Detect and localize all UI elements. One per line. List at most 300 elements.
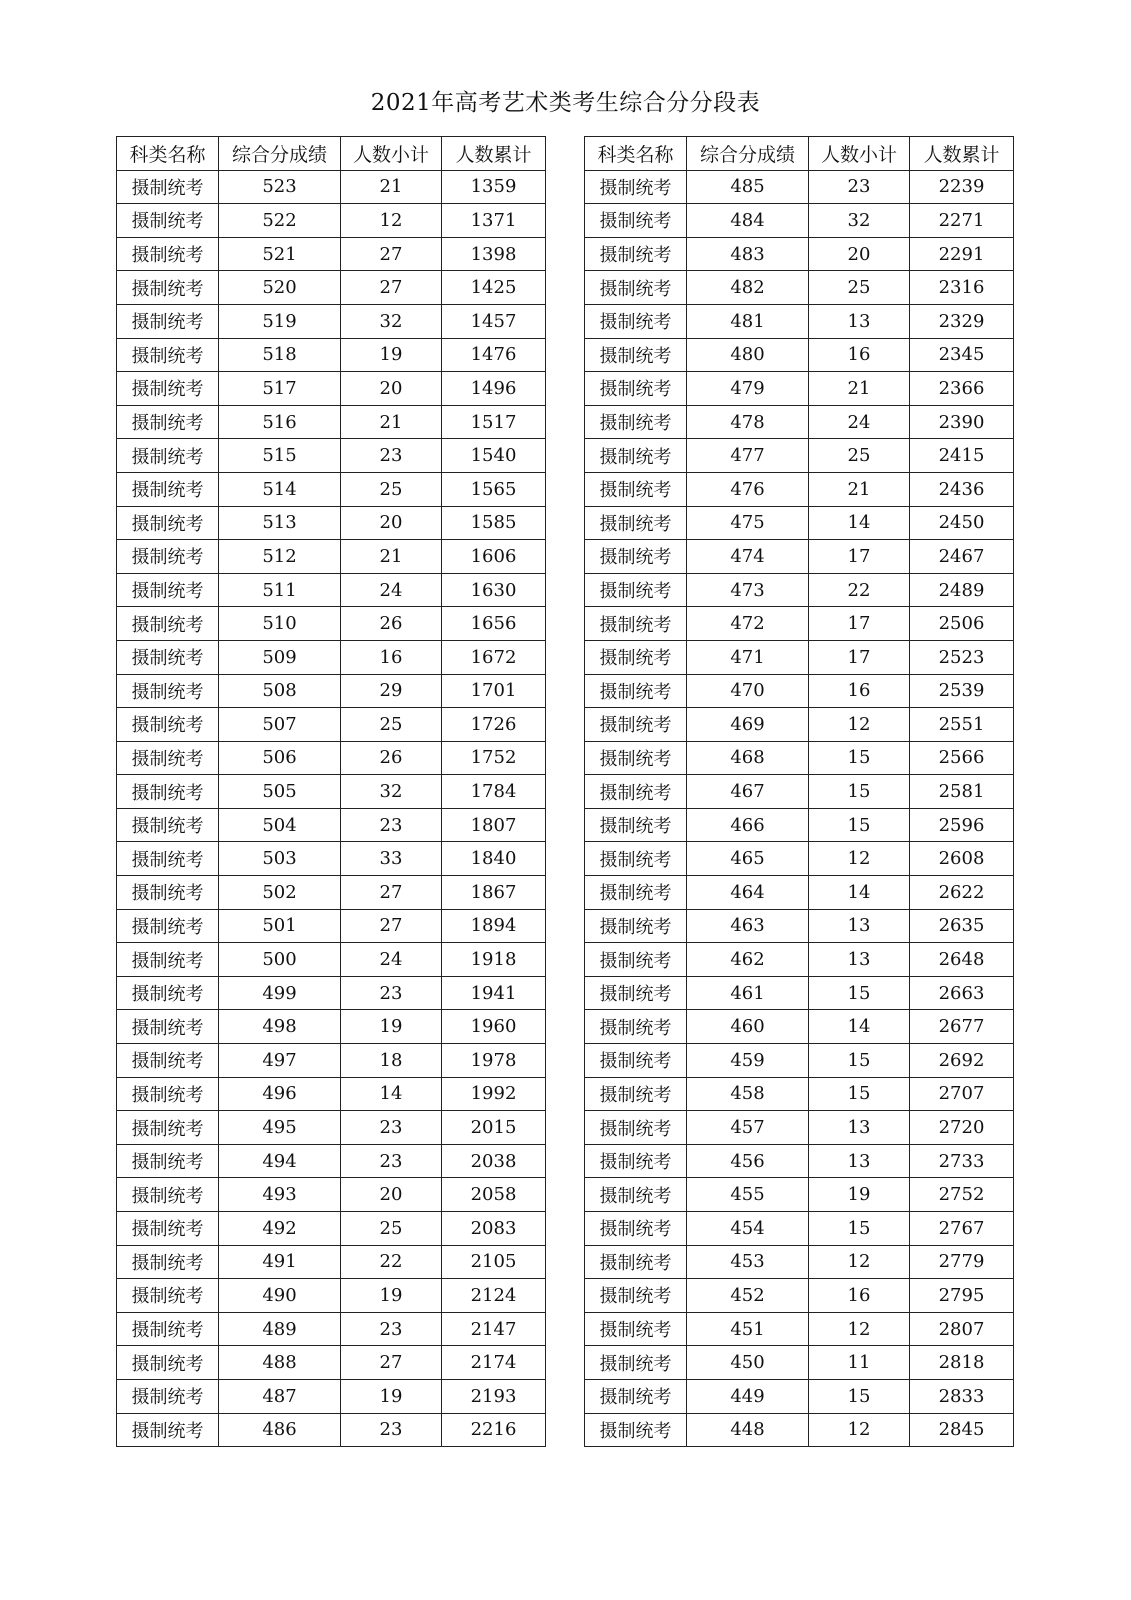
table-row [585,943,1014,977]
cell-score: 498 [219,1010,341,1044]
cell-category: 摄制统考 [117,304,219,338]
cell-score: 495 [219,1111,341,1145]
table-row [585,842,1014,876]
table-row [585,439,1014,473]
cell-cumulative: 1540 [442,439,546,473]
table-row [117,741,546,775]
cell-cumulative: 2581 [910,775,1014,809]
cell-score: 515 [219,439,341,473]
cell-score: 458 [687,1077,809,1111]
column-header-count: 人数小计 [341,137,442,171]
cell-cumulative: 2707 [910,1077,1014,1111]
cell-score: 490 [219,1279,341,1313]
cell-count: 27 [341,876,442,910]
cell-cumulative: 2506 [910,607,1014,641]
cell-score: 453 [687,1245,809,1279]
column-header-score: 综合分成绩 [687,137,809,171]
cell-score: 483 [687,237,809,271]
cell-count: 14 [809,876,910,910]
cell-cumulative: 2622 [910,876,1014,910]
cell-count: 25 [809,271,910,305]
table-row [117,909,546,943]
table-row [585,708,1014,742]
cell-count: 22 [341,1245,442,1279]
cell-category: 摄制统考 [117,943,219,977]
cell-count: 32 [341,304,442,338]
cell-count: 14 [341,1077,442,1111]
cell-category: 摄制统考 [117,1379,219,1413]
cell-category: 摄制统考 [585,708,687,742]
cell-score: 520 [219,271,341,305]
cell-score: 459 [687,1044,809,1078]
cell-category: 摄制统考 [117,876,219,910]
cell-cumulative: 2436 [910,472,1014,506]
cell-category: 摄制统考 [585,1010,687,1044]
cell-cumulative: 1656 [442,607,546,641]
cell-count: 18 [341,1044,442,1078]
table-row [585,1010,1014,1044]
cell-score: 505 [219,775,341,809]
cell-cumulative: 2489 [910,573,1014,607]
table-row [117,573,546,607]
cell-cumulative: 1701 [442,674,546,708]
cell-count: 25 [341,1212,442,1246]
cell-score: 512 [219,540,341,574]
cell-category: 摄制统考 [585,170,687,204]
cell-score: 489 [219,1312,341,1346]
cell-category: 摄制统考 [585,943,687,977]
cell-score: 460 [687,1010,809,1044]
cell-category: 摄制统考 [585,1346,687,1380]
cell-category: 摄制统考 [117,808,219,842]
table-row [585,1245,1014,1279]
cell-count: 17 [809,607,910,641]
table-row [117,1379,546,1413]
cell-score: 465 [687,842,809,876]
cell-cumulative: 2415 [910,439,1014,473]
cell-cumulative: 2596 [910,808,1014,842]
table-row [117,1346,546,1380]
cell-score: 500 [219,943,341,977]
cell-category: 摄制统考 [585,1413,687,1447]
cell-cumulative: 2733 [910,1144,1014,1178]
table-row [585,1413,1014,1447]
cell-count: 20 [341,1178,442,1212]
cell-cumulative: 2648 [910,943,1014,977]
cell-category: 摄制统考 [585,1077,687,1111]
cell-score: 468 [687,741,809,775]
cell-category: 摄制统考 [117,976,219,1010]
cell-category: 摄制统考 [585,506,687,540]
cell-category: 摄制统考 [117,1279,219,1313]
cell-count: 15 [809,741,910,775]
table-row [585,1379,1014,1413]
cell-category: 摄制统考 [585,573,687,607]
cell-cumulative: 1457 [442,304,546,338]
cell-cumulative: 2390 [910,405,1014,439]
cell-count: 23 [341,976,442,1010]
cell-category: 摄制统考 [585,909,687,943]
column-header-cumulative: 人数累计 [910,137,1014,171]
cell-category: 摄制统考 [117,372,219,406]
cell-score: 461 [687,976,809,1010]
cell-count: 20 [809,237,910,271]
table-row [117,472,546,506]
cell-count: 19 [341,338,442,372]
cell-cumulative: 2058 [442,1178,546,1212]
cell-count: 22 [809,573,910,607]
cell-score: 469 [687,708,809,742]
cell-category: 摄制统考 [117,775,219,809]
cell-count: 13 [809,909,910,943]
cell-count: 19 [341,1010,442,1044]
cell-count: 25 [809,439,910,473]
cell-category: 摄制统考 [117,1212,219,1246]
cell-score: 486 [219,1413,341,1447]
cell-count: 20 [341,372,442,406]
cell-count: 27 [341,237,442,271]
cell-category: 摄制统考 [585,1379,687,1413]
cell-cumulative: 1565 [442,472,546,506]
table-row [585,573,1014,607]
cell-category: 摄制统考 [117,1178,219,1212]
cell-category: 摄制统考 [117,741,219,775]
cell-cumulative: 1992 [442,1077,546,1111]
cell-category: 摄制统考 [117,1044,219,1078]
cell-score: 462 [687,943,809,977]
cell-score: 470 [687,674,809,708]
cell-score: 467 [687,775,809,809]
table-row [117,607,546,641]
cell-category: 摄制统考 [585,976,687,1010]
table-row [117,1111,546,1145]
cell-cumulative: 2105 [442,1245,546,1279]
table-row [117,338,546,372]
cell-category: 摄制统考 [117,170,219,204]
table-row [117,943,546,977]
cell-count: 13 [809,304,910,338]
table-row [585,674,1014,708]
cell-cumulative: 2239 [910,170,1014,204]
cell-category: 摄制统考 [585,607,687,641]
cell-category: 摄制统考 [117,338,219,372]
cell-score: 477 [687,439,809,473]
cell-score: 513 [219,506,341,540]
cell-cumulative: 2124 [442,1279,546,1313]
cell-score: 503 [219,842,341,876]
cell-count: 27 [341,271,442,305]
cell-count: 12 [809,842,910,876]
cell-cumulative: 1398 [442,237,546,271]
cell-score: 456 [687,1144,809,1178]
cell-category: 摄制统考 [585,304,687,338]
cell-score: 504 [219,808,341,842]
table-row [585,506,1014,540]
cell-cumulative: 2193 [442,1379,546,1413]
cell-cumulative: 2038 [442,1144,546,1178]
cell-cumulative: 2663 [910,976,1014,1010]
cell-category: 摄制统考 [585,842,687,876]
table-row [117,271,546,305]
cell-category: 摄制统考 [117,1010,219,1044]
cell-score: 484 [687,204,809,238]
cell-score: 519 [219,304,341,338]
cell-category: 摄制统考 [117,1413,219,1447]
cell-score: 481 [687,304,809,338]
table-row [585,1312,1014,1346]
cell-cumulative: 2845 [910,1413,1014,1447]
cell-cumulative: 1496 [442,372,546,406]
table-row [585,1144,1014,1178]
cell-cumulative: 1672 [442,640,546,674]
cell-category: 摄制统考 [585,1111,687,1145]
cell-cumulative: 2329 [910,304,1014,338]
cell-count: 23 [341,439,442,473]
cell-category: 摄制统考 [585,741,687,775]
cell-score: 485 [687,170,809,204]
cell-category: 摄制统考 [585,674,687,708]
table-row [117,405,546,439]
cell-cumulative: 2083 [442,1212,546,1246]
table-row [117,1077,546,1111]
table-row [117,540,546,574]
table-row [117,1413,546,1447]
cell-count: 11 [809,1346,910,1380]
cell-count: 12 [809,1413,910,1447]
cell-cumulative: 2608 [910,842,1014,876]
cell-count: 23 [341,1144,442,1178]
cell-count: 32 [341,775,442,809]
column-header-cumulative: 人数累计 [442,137,546,171]
cell-count: 13 [809,1144,910,1178]
cell-score: 471 [687,640,809,674]
cell-score: 496 [219,1077,341,1111]
cell-cumulative: 2779 [910,1245,1014,1279]
column-header-count: 人数小计 [809,137,910,171]
table-row [117,1312,546,1346]
cell-category: 摄制统考 [585,1044,687,1078]
cell-category: 摄制统考 [117,842,219,876]
cell-count: 19 [341,1379,442,1413]
table-row [117,1279,546,1313]
cell-category: 摄制统考 [117,204,219,238]
cell-count: 24 [341,943,442,977]
cell-cumulative: 2147 [442,1312,546,1346]
cell-category: 摄制统考 [117,640,219,674]
cell-score: 507 [219,708,341,742]
cell-score: 463 [687,909,809,943]
cell-category: 摄制统考 [117,405,219,439]
cell-score: 488 [219,1346,341,1380]
cell-count: 12 [809,1245,910,1279]
cell-cumulative: 2467 [910,540,1014,574]
cell-category: 摄制统考 [585,472,687,506]
cell-cumulative: 1941 [442,976,546,1010]
cell-score: 449 [687,1379,809,1413]
cell-score: 466 [687,808,809,842]
cell-count: 25 [341,708,442,742]
cell-category: 摄制统考 [117,506,219,540]
cell-count: 23 [341,808,442,842]
cell-cumulative: 2818 [910,1346,1014,1380]
cell-category: 摄制统考 [585,237,687,271]
cell-category: 摄制统考 [585,271,687,305]
cell-category: 摄制统考 [117,1312,219,1346]
cell-cumulative: 1807 [442,808,546,842]
cell-category: 摄制统考 [117,439,219,473]
cell-count: 12 [341,204,442,238]
table-header-row [117,137,546,171]
table-row [585,472,1014,506]
cell-score: 494 [219,1144,341,1178]
table-row [117,1245,546,1279]
cell-count: 32 [809,204,910,238]
cell-cumulative: 2767 [910,1212,1014,1246]
cell-score: 517 [219,372,341,406]
cell-count: 14 [809,1010,910,1044]
cell-score: 523 [219,170,341,204]
cell-cumulative: 2539 [910,674,1014,708]
cell-score: 511 [219,573,341,607]
cell-count: 17 [809,640,910,674]
table-row [585,1178,1014,1212]
cell-cumulative: 2345 [910,338,1014,372]
table-row [585,372,1014,406]
cell-cumulative: 1752 [442,741,546,775]
cell-category: 摄制统考 [585,540,687,574]
cell-score: 475 [687,506,809,540]
table-row [117,775,546,809]
cell-cumulative: 1630 [442,573,546,607]
cell-count: 15 [809,808,910,842]
table-row [117,237,546,271]
cell-score: 510 [219,607,341,641]
cell-cumulative: 2216 [442,1413,546,1447]
cell-score: 476 [687,472,809,506]
cell-score: 492 [219,1212,341,1246]
cell-cumulative: 1359 [442,170,546,204]
cell-category: 摄制统考 [585,808,687,842]
cell-cumulative: 1476 [442,338,546,372]
cell-cumulative: 1894 [442,909,546,943]
cell-category: 摄制统考 [585,1279,687,1313]
cell-count: 33 [341,842,442,876]
cell-count: 24 [341,573,442,607]
cell-cumulative: 2635 [910,909,1014,943]
cell-category: 摄制统考 [585,1144,687,1178]
cell-category: 摄制统考 [585,338,687,372]
cell-count: 13 [809,1111,910,1145]
cell-cumulative: 1840 [442,842,546,876]
cell-cumulative: 1918 [442,943,546,977]
cell-score: 452 [687,1279,809,1313]
cell-score: 473 [687,573,809,607]
cell-count: 21 [809,372,910,406]
cell-cumulative: 2551 [910,708,1014,742]
column-header-category: 科类名称 [117,137,219,171]
cell-category: 摄制统考 [117,1077,219,1111]
cell-category: 摄制统考 [117,472,219,506]
table-row [585,640,1014,674]
table-row [585,304,1014,338]
cell-score: 501 [219,909,341,943]
cell-category: 摄制统考 [585,1312,687,1346]
cell-cumulative: 1784 [442,775,546,809]
cell-cumulative: 2720 [910,1111,1014,1145]
cell-count: 27 [341,1346,442,1380]
cell-score: 464 [687,876,809,910]
cell-cumulative: 2174 [442,1346,546,1380]
cell-cumulative: 1517 [442,405,546,439]
cell-category: 摄制统考 [117,607,219,641]
cell-count: 23 [809,170,910,204]
cell-count: 23 [341,1111,442,1145]
cell-category: 摄制统考 [117,1144,219,1178]
cell-cumulative: 1585 [442,506,546,540]
table-row [117,372,546,406]
cell-cumulative: 2015 [442,1111,546,1145]
table-row [117,674,546,708]
cell-score: 509 [219,640,341,674]
cell-cumulative: 1425 [442,271,546,305]
table-row [585,170,1014,204]
table-row [585,237,1014,271]
cell-count: 21 [341,405,442,439]
cell-score: 451 [687,1312,809,1346]
cell-score: 482 [687,271,809,305]
cell-cumulative: 2833 [910,1379,1014,1413]
cell-score: 506 [219,741,341,775]
table-row [585,540,1014,574]
cell-category: 摄制统考 [117,540,219,574]
cell-cumulative: 1606 [442,540,546,574]
table-row [117,439,546,473]
cell-count: 21 [341,540,442,574]
cell-count: 23 [341,1312,442,1346]
table-row [585,909,1014,943]
cell-category: 摄制统考 [117,271,219,305]
cell-category: 摄制统考 [585,204,687,238]
table-row [585,775,1014,809]
cell-count: 27 [341,909,442,943]
cell-score: 487 [219,1379,341,1413]
cell-count: 19 [341,1279,442,1313]
cell-category: 摄制统考 [585,640,687,674]
cell-count: 15 [809,1077,910,1111]
table-row [117,976,546,1010]
cell-count: 19 [809,1178,910,1212]
cell-count: 15 [809,1044,910,1078]
cell-score: 502 [219,876,341,910]
cell-cumulative: 2450 [910,506,1014,540]
cell-count: 26 [341,741,442,775]
table-row [117,808,546,842]
cell-score: 521 [219,237,341,271]
table-row [117,204,546,238]
page-title: 2021年高考艺术类考生综合分分段表 [370,90,761,116]
table-row [117,708,546,742]
cell-count: 23 [341,1413,442,1447]
cell-score: 457 [687,1111,809,1145]
cell-score: 493 [219,1178,341,1212]
cell-count: 12 [809,1312,910,1346]
cell-score: 455 [687,1178,809,1212]
cell-count: 14 [809,506,910,540]
cell-score: 508 [219,674,341,708]
table-row [585,1279,1014,1313]
cell-cumulative: 1726 [442,708,546,742]
score-table-right [584,136,1014,1447]
